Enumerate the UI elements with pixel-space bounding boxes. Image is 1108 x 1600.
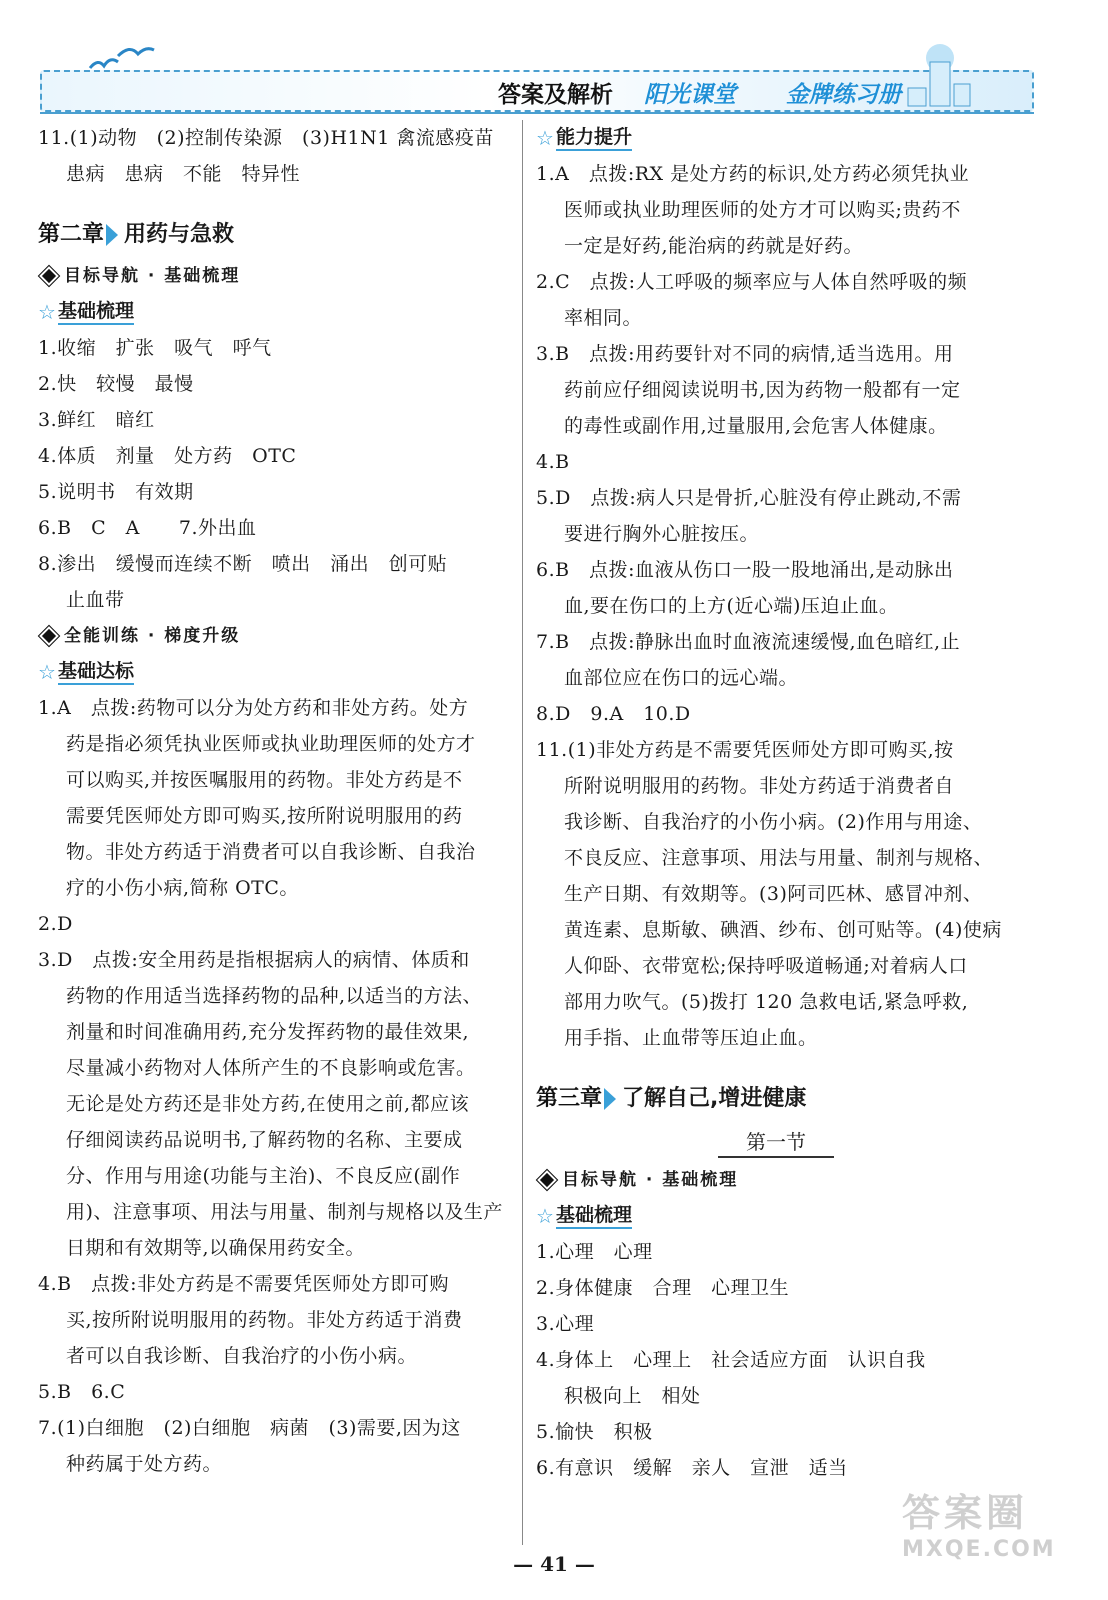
- section-heading-text: 目标导航 · 基础梳理: [562, 1170, 739, 1190]
- diamond-icon: [39, 626, 59, 646]
- answer-line: 3.心理: [536, 1313, 595, 1335]
- page-number: — 41 —: [513, 1552, 595, 1576]
- answer-line: 11.(1)非处方药是不需要凭医师处方即可购买,按: [536, 739, 954, 761]
- answer-line: 种药属于处方药。: [66, 1453, 223, 1475]
- chapter-number: 第二章: [38, 222, 105, 247]
- answer-line: 6.B 点拨:血液从伤口一股一股地涌出,是动脉出: [536, 559, 954, 581]
- answer-line: 生产日期、有效期等。(3)阿司匹林、感冒冲剂、: [564, 883, 983, 905]
- subsection-heading: [536, 1198, 1016, 1234]
- answer-line: 8.D 9.A 10.D: [536, 703, 691, 725]
- answer-line: 积极向上 相处: [564, 1385, 701, 1407]
- subsection-heading-text: 基础梳理: [58, 299, 134, 325]
- answer-line: 患病 患病 不能 特异性: [66, 163, 301, 185]
- star-icon: ☆: [536, 1204, 554, 1228]
- answer-line: 买,按所附说明服用的药物。非处方药适于消费: [66, 1309, 463, 1331]
- section-heading: [38, 618, 518, 654]
- section-heading-text: 全能训练 · 梯度升级: [64, 626, 241, 646]
- answer-line: 率相同。: [564, 307, 643, 329]
- answer-line: 不良反应、注意事项、用法与用量、制剂与规格、: [564, 847, 994, 869]
- answer-line: 3.B 点拨:用药要针对不同的病情,适当选用。用: [536, 343, 954, 365]
- answer-line: 药前应仔细阅读说明书,因为药物一般都有一定: [564, 379, 961, 401]
- diamond-icon: [537, 1170, 557, 1190]
- subsection-heading-text: 基础达标: [58, 659, 134, 685]
- answer-line: 药物的作用适当选择药物的品种,以适当的方法、: [66, 985, 483, 1007]
- answer-line: 1.心理 心理: [536, 1241, 653, 1263]
- answer-line: 用手指、止血带等压迫止血。: [564, 1027, 818, 1049]
- star-icon: ☆: [536, 126, 554, 150]
- subsection-heading: [38, 654, 518, 690]
- answer-line: 11.(1)动物 (2)控制传染源 (3)H1N1 禽流感疫苗: [38, 127, 494, 149]
- chapter-2-heading: [38, 212, 518, 258]
- answer-line: 用)、注意事项、用法与用量、制剂与规格以及生产: [66, 1201, 503, 1223]
- star-icon: ☆: [38, 660, 56, 684]
- answer-line: 7.B 点拨:静脉出血时血液流速缓慢,血色暗红,止: [536, 631, 961, 653]
- chapter-title: 用药与急救: [124, 222, 235, 247]
- answer-line: 2.D: [38, 913, 73, 935]
- right-column: [536, 120, 1016, 1486]
- answer-line: 我诊断、自我治疗的小伤小病。(2)作用与用途、: [564, 811, 983, 833]
- answer-line: 分、作用与用途(功能与主治)、不良反应(副作: [66, 1165, 461, 1187]
- section-heading: [38, 258, 518, 294]
- lighthouse-decoration: [900, 40, 980, 110]
- section-title-text: 第一节: [718, 1130, 834, 1158]
- answer-line: 4.体质 剂量 处方药 OTC: [38, 445, 297, 467]
- answer-line: 仔细阅读药品说明书,了解药物的名称、主要成: [66, 1129, 463, 1151]
- answer-line: 疗的小伤小病,简称 OTC。: [66, 877, 299, 899]
- answer-line: 2.身体健康 合理 心理卫生: [536, 1277, 790, 1299]
- answer-line: 血,要在伤口的上方(近心端)压迫止血。: [564, 595, 899, 617]
- section-heading: [536, 1162, 1016, 1198]
- subsection-heading-text: 能力提升: [556, 125, 632, 151]
- watermark-bottom: MXQE.COM: [902, 1537, 1056, 1562]
- header-rule: [40, 112, 1034, 114]
- header-answers: 答案及解析: [498, 82, 613, 108]
- answer-line: 5.D 点拨:病人只是骨折,心脏没有停止跳动,不需: [536, 487, 962, 509]
- answer-line: 黄连素、息斯敏、碘酒、纱布、创可贴等。(4)使病: [564, 919, 1002, 941]
- answer-line: 物。非处方药适于消费者可以自我诊断、自我治: [66, 841, 476, 863]
- chapter-3-heading: [536, 1076, 1016, 1122]
- answer-line: 血部位应在伤口的远心端。: [564, 667, 799, 689]
- answer-line: 医师或执业助理医师的处方才可以购买;贵药不: [564, 199, 961, 221]
- answer-line: 2.C 点拨:人工呼吸的频率应与人体自然呼吸的频: [536, 271, 968, 293]
- watermark-top: 答案圈: [902, 1491, 1029, 1535]
- answer-line: 一定是好药,能治病的药就是好药。: [564, 235, 864, 257]
- answer-line: 部用力吹气。(5)拨打 120 急救电话,紧急呼救,: [564, 991, 969, 1013]
- answer-line: 6.有意识 缓解 亲人 宣泄 适当: [536, 1457, 848, 1479]
- answer-line: 4.B: [536, 451, 570, 473]
- answer-line: 的毒性或副作用,过量服用,会危害人体健康。: [564, 415, 948, 437]
- answer-line: 止血带: [66, 589, 125, 611]
- watermark: [902, 1482, 1056, 1562]
- answer-line: 5.说明书 有效期: [38, 481, 194, 503]
- column-divider: [522, 120, 523, 1545]
- subsection-heading: [38, 294, 518, 330]
- section-heading-text: 目标导航 · 基础梳理: [64, 266, 241, 286]
- header-series-2: 金牌练习册: [786, 82, 901, 108]
- answer-line: 所附说明服用的药物。非处方药适于消费者自: [564, 775, 955, 797]
- answer-line: 尽量减小药物对人体所产生的不良影响或危害。: [66, 1057, 476, 1079]
- arrow-icon: [604, 1088, 616, 1110]
- arrow-icon: [106, 224, 118, 246]
- answer-line: 4.B 点拨:非处方药是不需要凭医师处方即可购: [38, 1273, 449, 1295]
- answer-line: 5.B 6.C: [38, 1381, 126, 1403]
- answer-line: 2.快 较慢 最慢: [38, 373, 194, 395]
- answer-line: 1.收缩 扩张 吸气 呼气: [38, 337, 272, 359]
- answer-line: 3.D 点拨:安全用药是指根据病人的病情、体质和: [38, 949, 470, 971]
- subsection-heading: [536, 120, 1016, 156]
- answer-line: 日期和有效期等,以确保用药安全。: [66, 1237, 366, 1259]
- chapter-title: 了解自己,增进健康: [622, 1086, 807, 1111]
- answer-line: 5.愉快 积极: [536, 1421, 653, 1443]
- answer-line: 药是指必须凭执业医师或执业助理医师的处方才: [66, 733, 476, 755]
- star-icon: ☆: [38, 300, 56, 324]
- answer-line: 要进行胸外心脏按压。: [564, 523, 760, 545]
- chapter-number: 第三章: [536, 1086, 603, 1111]
- header-series-1: 阳光课堂: [644, 82, 736, 108]
- answer-line: 8.渗出 缓慢而连续不断 喷出 涌出 创可贴: [38, 553, 448, 575]
- answer-line: 6.B C A 7.外出血: [38, 517, 257, 539]
- answer-line: 可以购买,并按医嘱服用的药物。非处方药是不: [66, 769, 463, 791]
- answer-line: 4.身体上 心理上 社会适应方面 认识自我: [536, 1349, 926, 1371]
- answer-line: 1.A 点拨:RX 是处方药的标识,处方药必须凭执业: [536, 163, 970, 185]
- answer-line: 剂量和时间准确用药,充分发挥药物的最佳效果,: [66, 1021, 470, 1043]
- diamond-icon: [39, 266, 59, 286]
- answer-line: 3.鲜红 暗红: [38, 409, 155, 431]
- answer-line: 无论是处方药还是非处方药,在使用之前,都应该: [66, 1093, 470, 1115]
- answer-line: 需要凭医师处方即可购买,按所附说明服用的药: [66, 805, 463, 827]
- answer-line: 7.(1)白细胞 (2)白细胞 病菌 (3)需要,因为这: [38, 1417, 461, 1439]
- answer-line: 者可以自我诊断、自我治疗的小伤小病。: [66, 1345, 418, 1367]
- left-column: [38, 120, 518, 1482]
- answer-line: 人仰卧、衣带宽松;保持呼吸道畅通;对着病人口: [564, 955, 968, 977]
- answer-line: 1.A 点拨:药物可以分为处方药和非处方药。处方: [38, 697, 469, 719]
- section-title: [536, 1122, 1016, 1162]
- subsection-heading-text: 基础梳理: [556, 1203, 632, 1229]
